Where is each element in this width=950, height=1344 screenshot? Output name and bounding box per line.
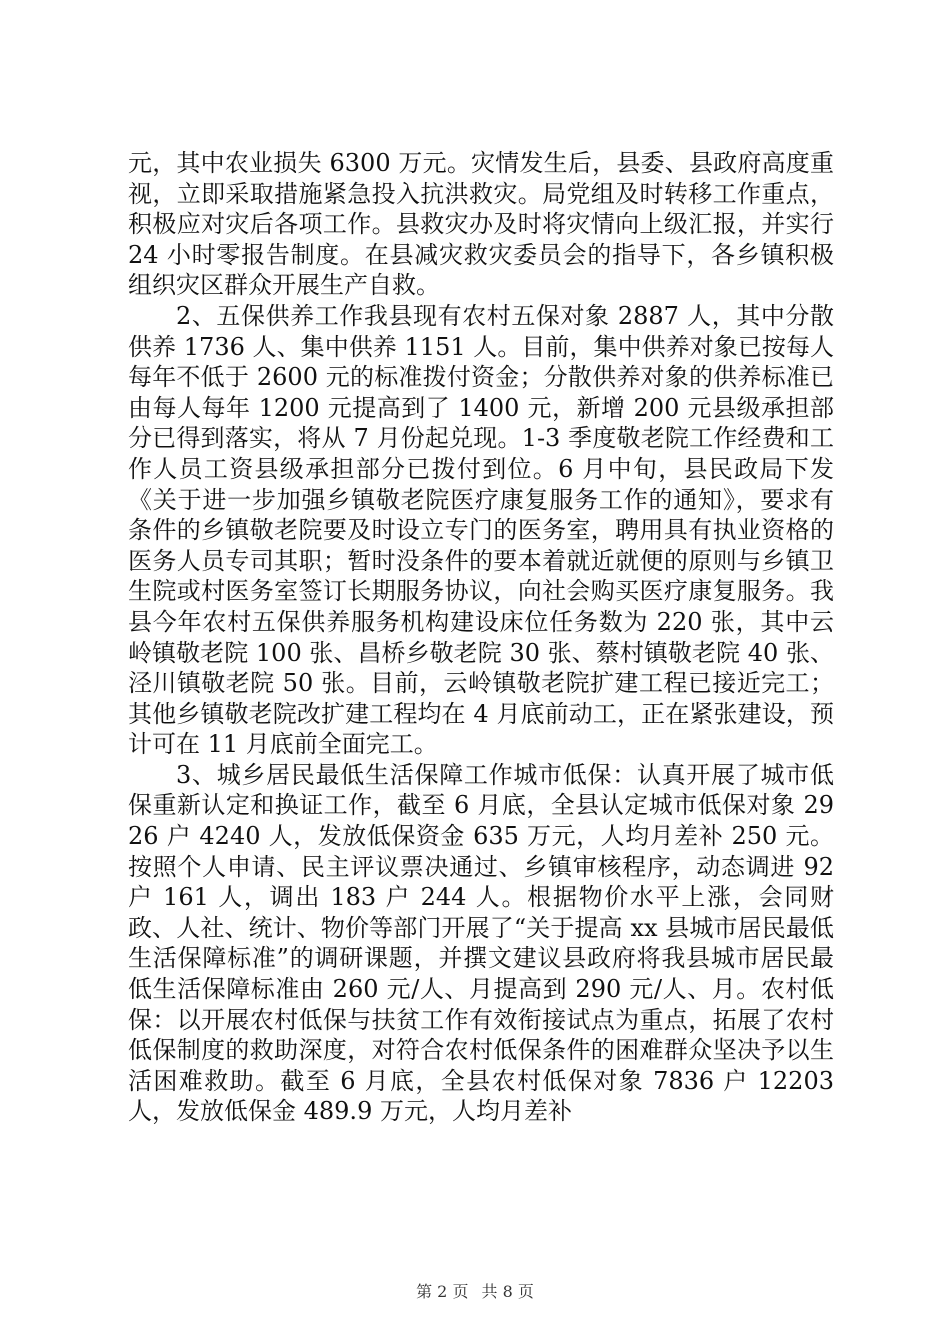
paragraph-minimum-living: 3、城乡居民最低生活保障工作城市低保：认真开展了城市低保重新认定和换证工作，截至 6 月底，全县认定城市低保对象 2926 户 4240 人，发放低保资金 635 万元，人均月差补 250 元。按照个人申请、民主评议票决通过、乡镇审核程序，动态调进 92 户 161 人，调出 183 户 244 人。根据物价水平上涨，会同财政、人社、统计、物价等部门开展了“关于提高 xx 县城市居民最低生活保障标准”的调研课题，并撰文建议县政府将我县城市居民最低生活保障标准由 260 元/人、月提高到 290 元/人、月。农村低保：以开展农村低保与扶贫工作有效衔接试点为重点，拓展了农村低保制度的救助深度，对符合农村低保条件的困难群众坚决予以生活困难救助。截至 6 月底，全县农村低保对象 7836 户 12203 人，发放低保金 489.9 万元，人均月差补 [128, 760, 834, 1126]
page-number: 第 2 页 [416, 1282, 469, 1301]
paragraph-continuation: 元，其中农业损失 6300 万元。灾情发生后，县委、县政府高度重视，立即采取措施紧急投入抗洪救灾。局党组及时转移工作重点，积极应对灾后各项工作。县救灾办及时将灾情向上级汇报，并实行 24 小时零报告制度。在县减灾救灾委员会的指导下，各乡镇积极组织灾区群众开展生产自救。 [128, 149, 834, 300]
document-body [128, 148, 834, 1127]
page-footer [0, 1279, 950, 1302]
page-total: 共 8 页 [481, 1282, 534, 1301]
paragraph-five-guarantees: 2、五保供养工作我县现有农村五保对象 2887 人，其中分散供养 1736 人、集中供养 1151 人。目前，集中供养对象已按每人每年不低于 2600 元的标准拨付资金；分散供养对象的供养标准已由每人每年 1200 元提高到了 1400 元，新增 200 元县级承担部分已得到落实，将从 7 月份起兑现。1-3 季度敬老院工作经费和工作人员工资县级承担部分已拨付到位。6 月中旬，县民政局下发《关于进一步加强乡镇敬老院医疗康复服务工作的通知》，要求有条件的乡镇敬老院要及时设立专门的医务室，聘用具有执业资格的医务人员专司其职；暂时没条件的要本着就近就便的原则与乡镇卫生院或村医务室签订长期服务协议，向社会购买医疗康复服务。我县今年农村五保供养服务机构建设床位任务数为 220 张，其中云岭镇敬老院 100 张、昌桥乡敬老院 30 张、蔡村镇敬老院 40 张、泾川镇敬老院 50 张。目前，云岭镇敬老院扩建工程已接近完工；其他乡镇敬老院改扩建工程均在 4 月底前动工，正在紧张建设，预计可在 11 月底前全面完工。 [128, 301, 834, 759]
